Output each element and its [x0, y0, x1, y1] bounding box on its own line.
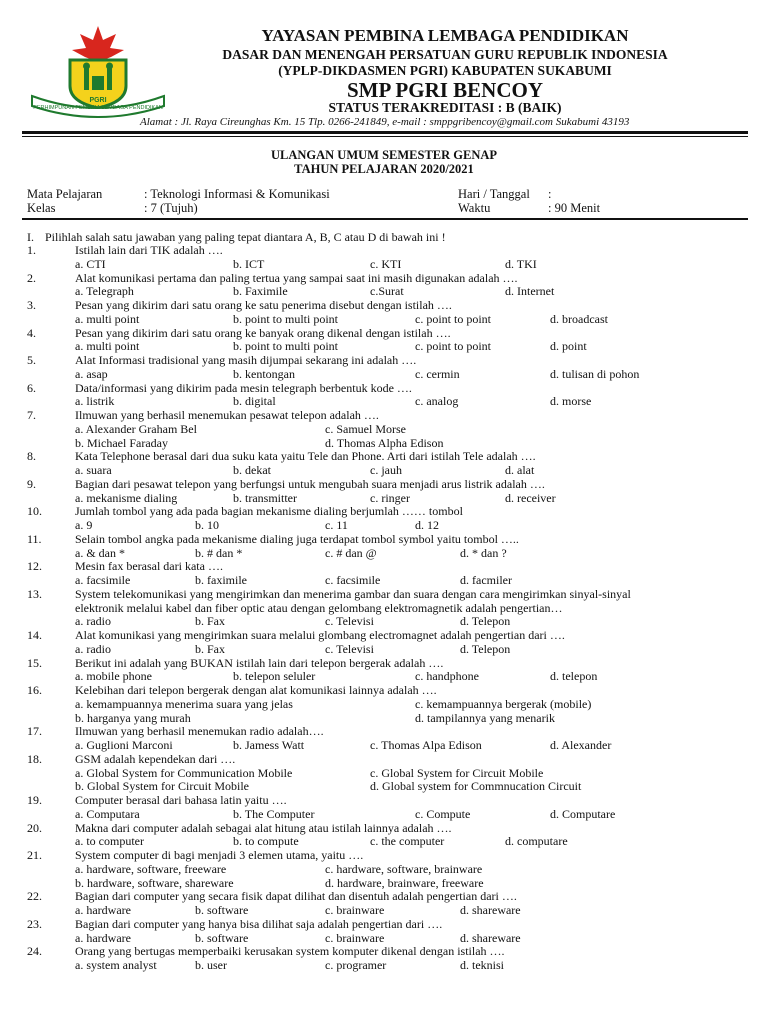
answer-option[interactable]: a. suara	[75, 463, 112, 477]
answer-option[interactable]: a. hardware	[75, 930, 131, 945]
answer-option[interactable]: a. Guglioni Marconi	[75, 738, 173, 752]
question-number: 22.	[27, 889, 42, 904]
header-divider-thick	[22, 131, 748, 134]
answer-option[interactable]: b. user	[195, 958, 227, 972]
instruction-number: I.	[27, 230, 34, 244]
foundation-name: YAYASAN PEMBINA LEMBAGA PENDIDIKAN	[261, 26, 629, 45]
answer-option[interactable]: a. asap	[75, 366, 108, 381]
answer-option[interactable]: d. Thomas Alpha Edison	[325, 435, 444, 450]
class-label: Kelas	[27, 201, 56, 215]
answer-option[interactable]: c. brainware	[325, 903, 385, 917]
question-number: 11.	[27, 531, 42, 546]
question-text: Bagian dari computer yang hanya bisa dilihat saja adalah pengertian dari ….	[75, 916, 443, 931]
answer-option[interactable]: a. multi point	[75, 339, 140, 354]
question-text: Berikut ini adalah yang BUKAN istilah lain dari telepon bergerak adalah ….	[75, 655, 444, 670]
answer-option[interactable]: a. Alexander Graham Bel	[75, 421, 197, 436]
answer-option[interactable]: b. to compute	[233, 834, 299, 849]
answer-option[interactable]: b. harganya yang murah	[75, 710, 191, 725]
question-text: Orang yang bertugas memperbaiki kerusakan system komputer dikenal dengan istilah ….	[75, 944, 505, 959]
answer-option[interactable]: b. 10	[195, 518, 219, 532]
question-number: 2.	[27, 270, 36, 285]
accreditation-status: STATUS TERAKREDITASI : B (BAIK)	[328, 100, 562, 115]
question-number: 23.	[27, 916, 42, 931]
pgri-logo-graphic	[28, 24, 168, 118]
answer-option[interactable]: c. # dan @	[325, 545, 377, 560]
answer-option[interactable]: c. kemampuannya bergerak (mobile)	[415, 696, 592, 711]
answer-option[interactable]: d. computare	[505, 834, 568, 849]
answer-option[interactable]: c. KTI	[370, 256, 402, 271]
question-text: Bagian dari pesawat telepon yang berfungsi untuk mengubah suara menjadi arus listrik adalah ….	[75, 476, 545, 491]
answer-option[interactable]: b. kentongan	[233, 366, 295, 381]
svg-text:PGRI: PGRI	[89, 97, 107, 104]
answer-option[interactable]: c. Global System for Circuit Mobile	[370, 765, 544, 780]
answer-option[interactable]: d. shareware	[460, 930, 521, 945]
answer-option[interactable]: c. brainware	[325, 930, 385, 945]
answer-option[interactable]: b. point to multi point	[233, 339, 339, 354]
answer-option[interactable]: a. mobile phone	[75, 669, 152, 684]
question-text: Ilmuwan yang berhasil menemukan pesawat telepon adalah ….	[75, 408, 379, 422]
answer-option[interactable]: b. dekat	[233, 463, 271, 477]
answer-option[interactable]: b. software	[195, 930, 249, 945]
question-number: 15.	[27, 655, 42, 670]
question-text: Bagian dari computer yang secara fisik dapat dilihat dan disentuh adalah pengertian dari ….	[75, 889, 517, 904]
question-number: 1.	[27, 243, 36, 257]
header-divider-thin	[22, 136, 748, 137]
answer-option[interactable]: b. Fax	[195, 614, 225, 629]
question-text: Mesin fax berasal dari kata ….	[75, 559, 223, 574]
question-text: System computer di bagi menjadi 3 elemen utama, yaitu ….	[75, 848, 364, 862]
answer-option[interactable]: a. mekanisme dialing	[75, 490, 178, 505]
answer-option[interactable]: d. Alexander	[550, 738, 612, 752]
answer-option[interactable]: c. facsimile	[325, 573, 381, 587]
question-text: Pesan yang dikirim dari satu orang ke satu penerima disebut dengan istilah ….	[75, 298, 452, 312]
answer-option[interactable]: c. analog	[415, 394, 459, 409]
answer-option[interactable]: a. radio	[75, 641, 111, 656]
question-text: Pesan yang dikirim dari satu orang ke banyak orang dikenal dengan istilah ….	[75, 325, 451, 340]
answer-option[interactable]: a. hardware, software, freeware	[75, 861, 227, 876]
answer-option[interactable]: a. & dan *	[75, 545, 125, 560]
question-number: 21.	[27, 848, 42, 862]
question-text: Alat komunikasi yang mengirimkan suara melalui glombang electromagnet adalah pengertian dari ….	[75, 628, 565, 642]
instruction-text: Pilihlah salah satu jawaban yang paling tepat diantara A, B, C atau D di bawah ini !	[45, 230, 446, 244]
question-text: System telekomunikasi yang mengirimkan dan menerima gambar dan suara dengan cara mengirimkan sinyal-sinyal	[75, 586, 631, 601]
question-text: Kata Telephone berasal dari dua suku kata yaitu Tele dan Phone. Arti dari istilah Tele adalah ….	[75, 449, 536, 464]
answer-option[interactable]: d. morse	[550, 394, 592, 409]
answer-option[interactable]: b. Faximile	[233, 284, 288, 299]
question-number: 18.	[27, 751, 42, 766]
question-text: GSM adalah kependekan dari ….	[75, 751, 236, 766]
answer-option[interactable]: d. * dan ?	[460, 545, 507, 560]
answer-option[interactable]: a. facsimile	[75, 573, 131, 587]
answer-option[interactable]: a. to computer	[75, 834, 144, 849]
question-number: 5.	[27, 353, 36, 367]
question-text: elektronik melalui kabel dan fiber optic atau dengan gelombang elektromagnetik adalah pengertian…	[75, 600, 563, 615]
answer-option[interactable]: b. The Computer	[233, 806, 315, 821]
svg-text:PERHIMPUNAN PEMBINA LEMBAGA PE: PERHIMPUNAN PEMBINA LEMBAGA PENDIDIKAN	[33, 105, 163, 111]
answer-option[interactable]: c. Televisi	[325, 641, 374, 656]
answer-option[interactable]: c. Compute	[415, 806, 471, 821]
answer-option[interactable]: d. Telepon	[460, 641, 511, 656]
question-number: 8.	[27, 449, 36, 464]
question-number: 20.	[27, 820, 42, 835]
answer-option[interactable]: d. 12	[415, 518, 439, 532]
question-text: Computer berasal dari bahasa latin yaitu ….	[75, 793, 287, 807]
date-label: Hari / Tanggal	[458, 187, 530, 201]
answer-option[interactable]: d. hardware, brainware, freeware	[325, 875, 484, 890]
answer-option[interactable]: d. tampilannya yang menarik	[415, 710, 555, 725]
answer-option[interactable]: b. point to multi point	[233, 311, 339, 326]
answer-option[interactable]: c. ringer	[370, 490, 410, 505]
question-number: 10.	[27, 504, 42, 519]
answer-option[interactable]: c. jauh	[370, 463, 402, 477]
answer-option[interactable]: d. Computare	[550, 806, 616, 821]
answer-option[interactable]: c. 11	[325, 518, 348, 532]
question-number: 7.	[27, 408, 36, 422]
question-text: Istilah lain dari TIK adalah ….	[75, 243, 223, 257]
question-text: Makna dari computer adalah sebagai alat hitung atau istilah lainnya adalah ….	[75, 820, 452, 835]
question-text: Alat komunikasi pertama dan paling tertua yang sampai saat ini masih digunakan adalah ….	[75, 270, 518, 285]
answer-option[interactable]: c. handphone	[415, 669, 479, 684]
subject-value: : Teknologi Informasi & Komunikasi	[144, 187, 330, 201]
answer-option[interactable]: c. programer	[325, 958, 387, 972]
answer-option[interactable]: a. 9	[75, 518, 93, 532]
answer-option[interactable]: b. software	[195, 903, 249, 917]
answer-option[interactable]: d. point	[550, 339, 587, 354]
question-number: 4.	[27, 325, 36, 340]
answer-option[interactable]: a. multi point	[75, 311, 140, 326]
answer-option[interactable]: c. Televisi	[325, 614, 374, 629]
time-label: Waktu	[458, 201, 491, 215]
question-number: 16.	[27, 683, 42, 697]
date-value: :	[548, 187, 552, 201]
answer-option[interactable]: c. hardware, software, brainware	[325, 861, 483, 876]
answer-option[interactable]: c. cermin	[415, 366, 460, 381]
answer-option[interactable]: d. TKI	[505, 256, 537, 271]
answer-option[interactable]: c.Surat	[370, 284, 404, 299]
time-value: : 90 Menit	[548, 201, 601, 215]
answer-option[interactable]: b. # dan *	[195, 545, 243, 560]
question-number: 14.	[27, 628, 42, 642]
answer-option[interactable]: b. Jamess Watt	[233, 738, 305, 752]
answer-option[interactable]: d. receiver	[505, 490, 556, 505]
answer-option[interactable]: a. CTI	[75, 256, 106, 271]
info-divider	[22, 218, 748, 220]
answer-option[interactable]: a. kemampuannya menerima suara yang jelas	[75, 696, 293, 711]
answer-option[interactable]: a. radio	[75, 614, 111, 629]
answer-option[interactable]: d. broadcast	[550, 311, 608, 326]
class-value: : 7 (Tujuh)	[144, 201, 198, 215]
school-name: SMP PGRI BENCOY	[346, 78, 543, 102]
question-text: Selain tombol angka pada mekanisme dialing juga terdapat tombol symbol yaitu tombol …..	[75, 531, 519, 546]
question-number: 6.	[27, 380, 36, 395]
answer-option[interactable]: a. system analyst	[75, 958, 157, 972]
school-logo	[28, 24, 168, 118]
answer-option[interactable]: b. Fax	[195, 641, 225, 656]
answer-option[interactable]: b. Michael Faraday	[75, 435, 168, 450]
answer-option[interactable]: b. Global System for Circuit Mobile	[75, 779, 249, 794]
answer-option[interactable]: d. Global system for Commnucation Circuit	[370, 779, 582, 794]
answer-option[interactable]: d. tulisan di pohon	[550, 366, 640, 381]
answer-option[interactable]: b. hardware, software, shareware	[75, 875, 234, 890]
foundation-region: (YPLP-DIKDASMEN PGRI) KABUPATEN SUKABUMI	[278, 63, 612, 78]
question-number: 17.	[27, 724, 42, 739]
school-address: Alamat : Jl. Raya Cireunghas Km. 15 Tlp. 0266-241849, e-mail : smppgribencoy@gmail.com Sukabumi 43193	[140, 116, 630, 128]
answer-option[interactable]: c. Samuel Morse	[325, 421, 406, 436]
question-number: 13.	[27, 586, 42, 601]
question-text: Ilmuwan yang berhasil menemukan radio adalah….	[75, 724, 324, 739]
question-number: 12.	[27, 559, 42, 574]
answer-option[interactable]: b. faximile	[195, 573, 247, 587]
answer-option[interactable]: c. point to point	[415, 339, 491, 354]
question-text: Jumlah tombol yang ada pada bagian mekanisme dialing berjumlah …… tombol	[75, 504, 463, 519]
answer-option[interactable]: c. the computer	[370, 834, 445, 849]
answer-option[interactable]: a. Global System for Communication Mobile	[75, 765, 293, 780]
answer-option[interactable]: b. transmitter	[233, 490, 297, 505]
subject-label: Mata Pelajaran	[27, 187, 103, 201]
answer-option[interactable]: d. telepon	[550, 669, 598, 684]
question-number: 24.	[27, 944, 42, 959]
answer-option[interactable]: d. Telepon	[460, 614, 511, 629]
exam-title: ULANGAN UMUM SEMESTER GENAP	[270, 148, 498, 162]
answer-option[interactable]: d. shareware	[460, 903, 521, 917]
answer-option[interactable]: d. Internet	[505, 284, 555, 299]
question-number: 19.	[27, 793, 42, 807]
answer-option[interactable]: a. hardware	[75, 903, 131, 917]
answer-option[interactable]: b. ICT	[233, 256, 265, 271]
answer-option[interactable]: d. teknisi	[460, 958, 504, 972]
answer-option[interactable]: d. facmiler	[460, 573, 512, 587]
question-text: Data/informasi yang dikirim pada mesin telegraph berbentuk kode ….	[75, 380, 412, 395]
question-text: Kelebihan dari telepon bergerak dengan alat komunikasi lainnya adalah ….	[75, 683, 437, 697]
answer-option[interactable]: a. listrik	[75, 394, 115, 409]
answer-option[interactable]: b. telepon seluler	[233, 669, 316, 684]
answer-option[interactable]: a. Telegraph	[75, 284, 134, 299]
answer-option[interactable]: b. digital	[233, 394, 276, 409]
answer-option[interactable]: c. point to point	[415, 311, 491, 326]
answer-option[interactable]: a. Computara	[75, 806, 140, 821]
question-text: Alat Informasi tradisional yang masih dijumpai sekarang ini adalah ….	[75, 353, 417, 367]
question-number: 9.	[27, 476, 36, 491]
answer-option[interactable]: c. Thomas Alpa Edison	[370, 738, 482, 752]
question-number: 3.	[27, 298, 36, 312]
exam-year: TAHUN PELAJARAN 2020/2021	[294, 162, 474, 176]
foundation-subtitle: DASAR DAN MENENGAH PERSATUAN GURU REPUBLIK INDONESIA	[222, 47, 668, 62]
answer-option[interactable]: d. alat	[505, 463, 535, 477]
